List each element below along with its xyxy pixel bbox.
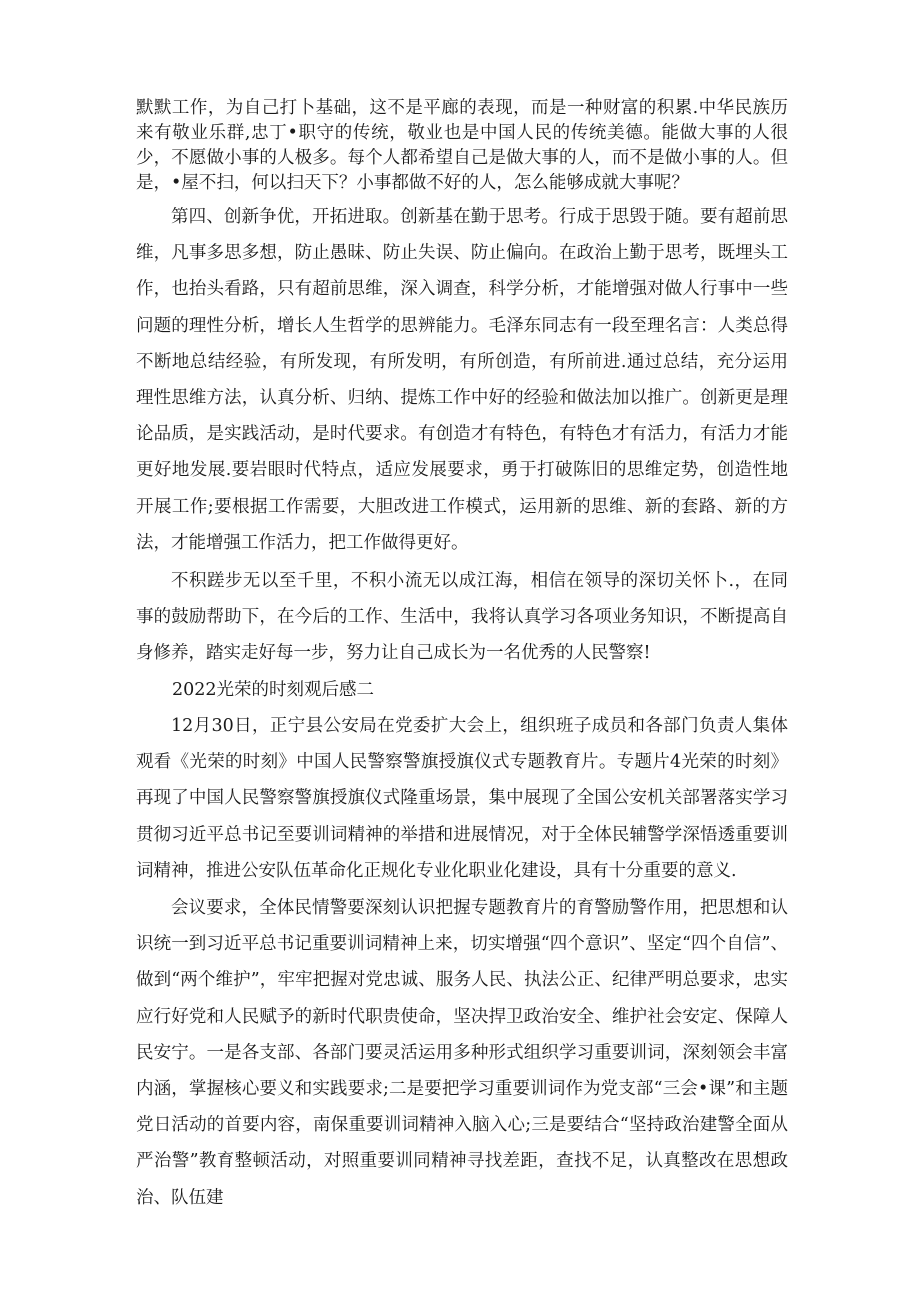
paragraph-innovation: 第四、创新争优，开拓进取。创新基在勤于思考。行成于思毁于随。要有超前思维，凡事多思多想，防止愚昧、防止失误、防止偏向。在政治上勤于思考，既埋头工作，也抬头看路，只有超前思维，深入调查，科学分析，才能增强对做人行事中一些问题的理性分析，增长人生哲学的思辨能力。毛泽东同志有一段至理名言：人类总得不断地总结经验，有所发现，有所发明，有所创造，有所前进.通过总结，充分运用理性思维方法，认真分析、归纳、提炼工作中好的经验和做法加以推广。创新更是理论品质，是实践活动，是时代要求。有创造才有特色，有特色才有活力，有活力才能更好地发展.要岩眼时代特点，适应发展要求，勇于打破陈旧的思维定势，创造性地开展工作;要根据工作需要，大胆改进工作模式，运用新的思维、新的套路、新的方法，才能增强工作活力，把工作做得更好。 xyxy=(136,207,788,553)
paragraph-viewing-event: 12月30日，正宁县公安局在党委扩大会上，组织班子成员和各部门负责人集体观看《光荣的时刻》中国人民警察警旗授旗仪式专题教育片。专题片4光荣的时刻》再现了中国人民警察警旗授旗仪式隆重场景，集中展现了全国公安机关部署落实学习贯彻习近平总书记至要训词精神的举措和进展情况，对于全体民辅警学深悟透重要训词精神，推进公安队伍革命化正规化专业化职业化建设，具有十分重要的意义. xyxy=(136,716,788,881)
section-heading: 2022光荣的时刻观后感二 xyxy=(172,680,375,700)
paragraph-work-ethic: 默默工作，为自己打卜基础，这不是平廊的表现，而是一种财富的积累.中华民族历来有敬业乐群,忠丁•职守的传统，敬业也是中国人民的传统美德。能做大事的人很少，不愿做小事的人极多。每个人都希望自己是做大事的人，而不是做小事的人。但是，•屋不扫，何以扫天下？小事都做不好的人，怎么能够成就大事呢？ xyxy=(136,98,788,193)
paragraph-conclusion: 不积蹉步无以至千里，不积小流无以成江海，相信在领导的深切关怀卜.，在同事的鼓励帮助下，在今后的工作、生活中，我将认真学习各项业务知识，不断提高自身修养，踏实走好每一步，努力让自己成长为一名优秀的人民警察! xyxy=(136,571,788,664)
paragraph-meeting-requirements: 会议要求，全体民情警要深刻认识把握专题教育片的育警励警作用，把思想和认识统一到习近平总书记重要训词精神上来，切实增强“四个意识”、坚定“四个自信”、做到“两个维护”，牢牢把握对党忠诚、服务人民、执法公正、纪律严明总要求，忠实应行好党和人民赋予的新时代职贵使命，坚决捍卫政治安全、维护社会安定、保障人民安宁。一是各支部、各部门要灵活运用多种形式组织学习重要训词，深刻领会丰富内涵，掌握核心要义和实践要求;二是要把学习重要训词作为党支部“三会•课”和主题党日活动的首要内容，南保重要训词精神入脑入心;三是要结合“坚持政治建警全面从严治警”教育整顿活动，对照重要训同精神寻找差距，查找不足，认真整改在思想政治、队伍建 xyxy=(136,898,788,1208)
